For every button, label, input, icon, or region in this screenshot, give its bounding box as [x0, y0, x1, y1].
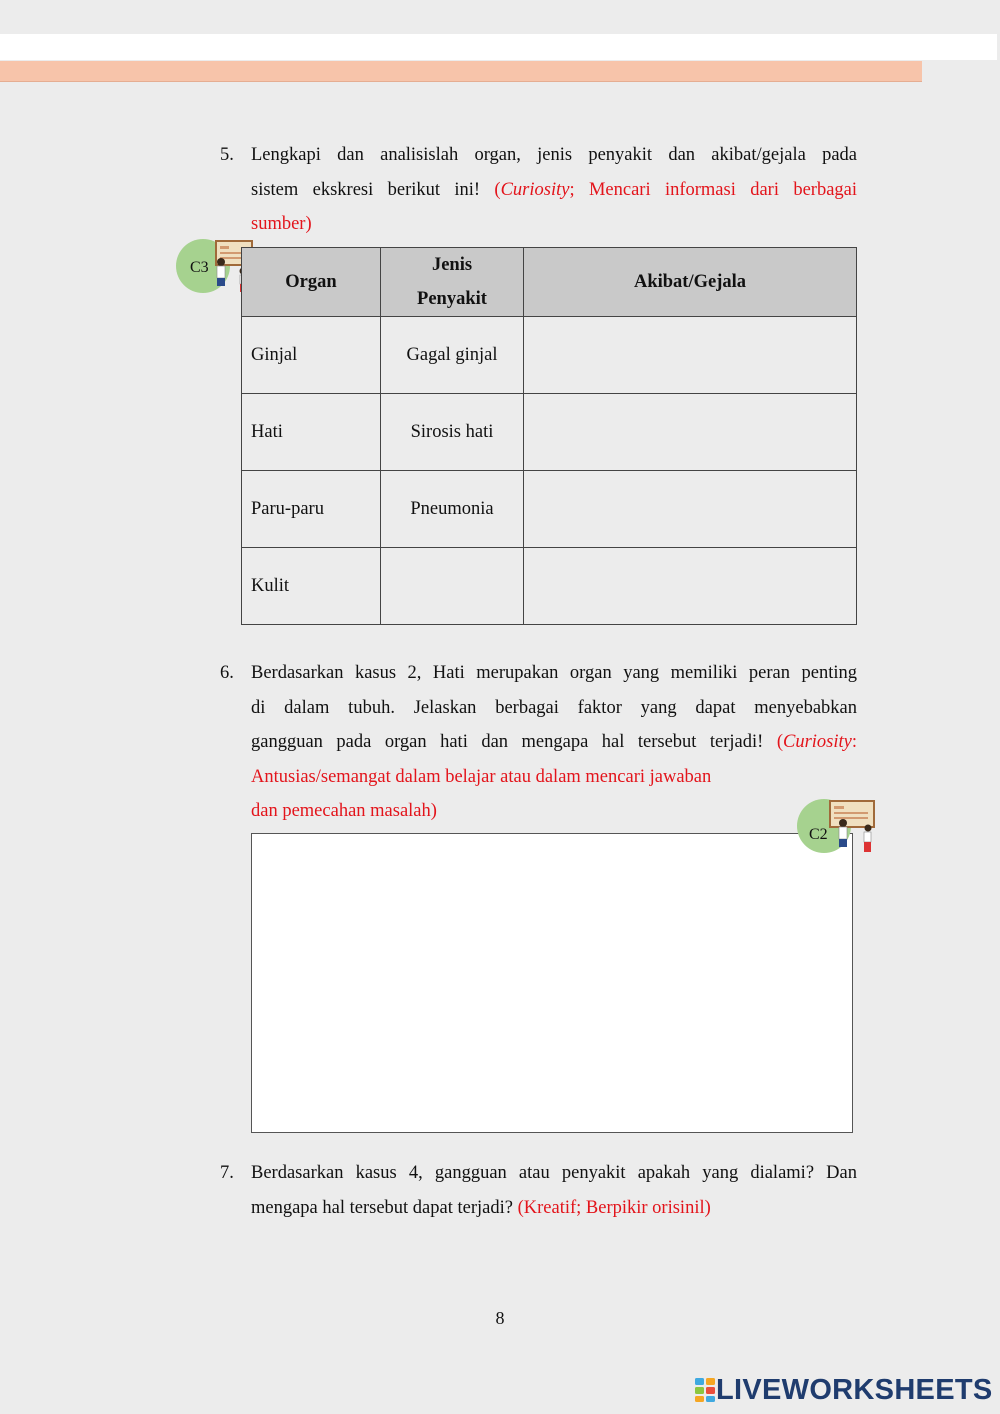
question-7-line-1: Berdasarkan kasus 4, gangguan atau penyakit apakah yang dialami? Dan [251, 1163, 857, 1183]
header-organ: Organ [242, 248, 381, 317]
akibat-input[interactable] [530, 324, 849, 386]
header-akibat-gejala: Akibat/Gejala [524, 248, 857, 317]
liveworksheets-logo [694, 1376, 993, 1404]
page-number: 8 [495, 1308, 505, 1328]
question-5-line-2: sistem ekskresi berikut ini! (Curiosity; Mencari informasi dari berbagai [251, 179, 858, 200]
akibat-input[interactable] [530, 555, 849, 617]
cell-akibat-input[interactable] [524, 317, 857, 394]
answer-box-q6[interactable] [251, 833, 853, 1133]
question-number: 5. [220, 145, 234, 165]
liveworksheets-logo-icon [694, 1377, 716, 1403]
svg-text:C2: C2 [809, 826, 828, 843]
header-jenis-penyakit: Jenis Penyakit [381, 248, 524, 317]
top-white-strip [0, 34, 997, 60]
akibat-input[interactable] [530, 478, 849, 540]
c2-level-badge-icon [796, 798, 878, 856]
disease-table [241, 247, 857, 625]
cell-akibat-input[interactable] [524, 471, 857, 548]
liveworksheets-logo-text: LIVEWORKSHEETS [716, 1374, 993, 1406]
cell-organ: Paru-paru [242, 471, 381, 548]
question-7-line-2: mengapa hal tersebut dapat terjadi? (Kreatif; Berpikir orisinil) [251, 1197, 711, 1218]
table-row [242, 548, 857, 625]
question-6-line-5: dan pemecahan masalah) [251, 801, 437, 821]
question-number: 7. [220, 1163, 234, 1183]
question-6-line-2: di dalam tubuh. Jelaskan berbagai faktor yang dapat menyebabkan [251, 697, 857, 718]
header-accent-bar [0, 61, 922, 82]
table-row [242, 317, 857, 394]
akibat-input[interactable] [530, 401, 849, 463]
cell-akibat-input[interactable] [524, 394, 857, 471]
jenis-input[interactable] [383, 555, 522, 617]
cell-jenis: Sirosis hati [381, 394, 524, 471]
cell-akibat-input[interactable] [524, 548, 857, 625]
table-header-row [242, 248, 857, 317]
cell-organ: Hati [242, 394, 381, 471]
cell-organ: Ginjal [242, 317, 381, 394]
svg-text:C3: C3 [190, 259, 209, 276]
question-5 [220, 138, 857, 242]
answer-textarea[interactable] [252, 834, 852, 1132]
cell-jenis-input[interactable] [381, 548, 524, 625]
question-6-line-4: Antusias/semangat dalam belajar atau dalam mencari jawaban [251, 766, 712, 787]
question-5-line-3: sumber) [251, 214, 312, 234]
question-6-line-3: gangguan pada organ hati dan mengapa hal tersebut terjadi! (Curiosity: [251, 732, 857, 752]
question-5-line-1: Lengkapi dan analisislah organ, jenis penyakit dan akibat/gejala pada [251, 145, 857, 165]
cell-organ: Kulit [242, 548, 381, 625]
table-row [242, 394, 857, 471]
cell-jenis: Gagal ginjal [381, 317, 524, 394]
question-number: 6. [220, 663, 234, 683]
table-row [242, 471, 857, 548]
question-7 [220, 1156, 857, 1225]
question-6-line-1: Berdasarkan kasus 2, Hati merupakan organ yang memiliki peran penting [251, 663, 857, 683]
cell-jenis: Pneumonia [381, 471, 524, 548]
question-6 [220, 656, 857, 829]
